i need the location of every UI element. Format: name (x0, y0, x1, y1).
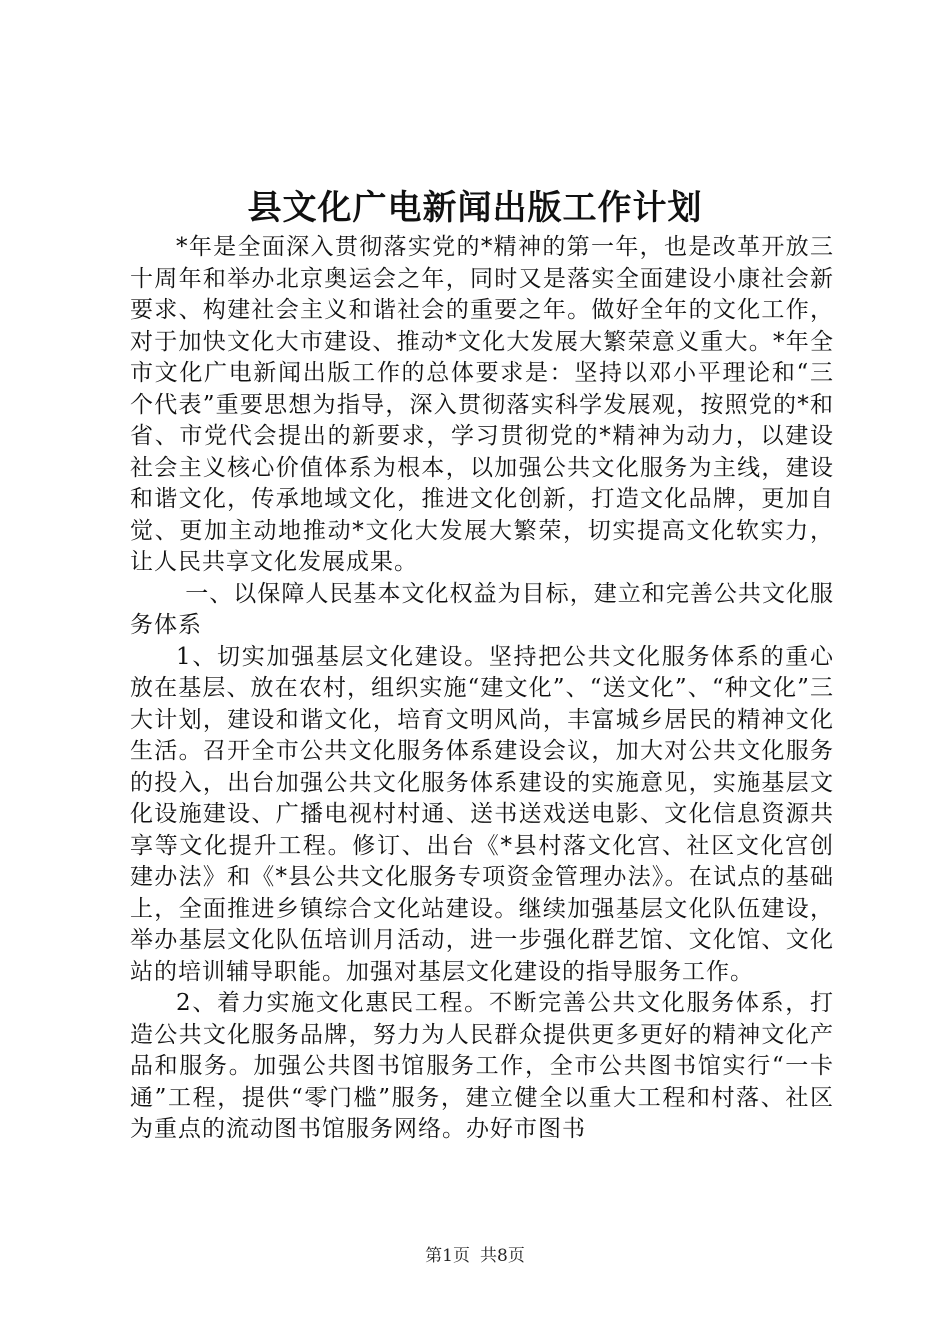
body-paragraph: 2、着力实施文化惠民工程。不断完善公共文化服务体系，打造公共文化服务品牌，努力为人民群众提供更多更好的精神文化产品和服务。加强公共图书馆服务工作，全市公共图书馆实行“一卡通”工程，提供“零门槛”服务，建立健全以重大工程和村落、社区为重点的流动图书馆服务网络。办好市图书 (130, 990, 834, 1142)
page-number: 第1页 (425, 1246, 470, 1266)
page-footer (0, 1245, 950, 1267)
page-total: 共8页 (480, 1246, 525, 1266)
section-heading: 一、以保障人民基本文化权益为目标，建立和完善公共文化服务体系 (130, 580, 834, 638)
document-title: 县文化广电新闻出版工作计划 (247, 188, 703, 228)
body-paragraph: 1、切实加强基层文化建设。坚持把公共文化服务体系的重心放在基层、放在农村，组织实施“建文化”、“送文化”、“种文化”三大计划，建设和谐文化，培育文明风尚，丰富城乡居民的精神文化生活。召开全市公共文化服务体系建设会议，加大对公共文化服务的投入，出台加强公共文化服务体系建设的实施意见，实施基层文化设施建设、广播电视村村通、送书送戏送电影、文化信息资源共享等文化提升工程。修订、出台《*县村落文化宫、社区文化宫创建办法》和《*县公共文化服务专项资金管理办法》。在试点的基础上，全面推进乡镇综合文化站建设。继续加强基层文化队伍建设，举办基层文化队伍培训月活动，进一步强化群艺馆、文化馆、文化站的培训辅导职能。加强对基层文化建设的指导服务工作。 (130, 643, 834, 985)
document-body (130, 232, 834, 1146)
intro-paragraph: *年是全面深入贯彻落实党的*精神的第一年，也是改革开放三十周年和举办北京奥运会之年，同时又是落实全面建设小康社会新要求、构建社会主义和谐社会的重要之年。做好全年的文化工作，对于加快文化大市建设、推动*文化大发展大繁荣意义重大。*年全市文化广电新闻出版工作的总体要求是：坚持以邓小平理论和“三个代表”重要思想为指导，深入贯彻落实科学发展观，按照党的*和省、市党代会提出的新要求，学习贯彻党的*精神为动力，以建设社会主义核心价值体系为根本，以加强公共文化服务为主线，建设和谐文化，传承地域文化，推进文化创新，打造文化品牌，更加自觉、更加主动地推动*文化大发展大繁荣，切实提高文化软实力，让人民共享文化发展成果。 (130, 234, 834, 575)
